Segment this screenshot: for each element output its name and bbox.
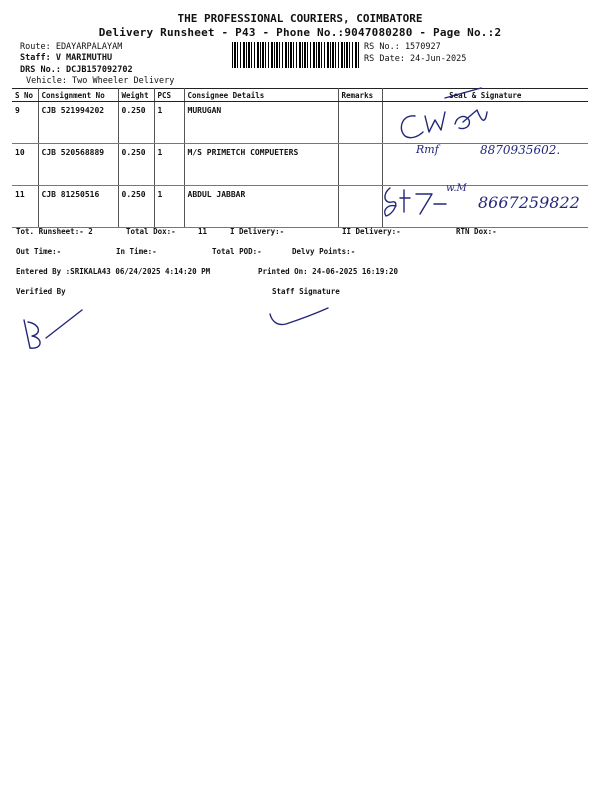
tot-runsheet: Tot. Runsheet:- 2 [16,227,93,236]
cell-remarks [338,102,382,144]
table-row [12,102,588,144]
col-header-pcs: PCS [154,89,184,102]
row11-handwritten-name: w.M [446,183,467,194]
cell-pcs: 1 [154,186,184,228]
cell-pcs: 1 [154,144,184,186]
entered-by: Entered By :SRIKALA43 06/24/2025 4:14:20 PM [16,267,211,276]
total-dox-value: 11 [198,227,208,236]
company-name: THE PROFESSIONAL COURIERS, COIMBATORE [177,12,423,25]
verified-by-label: Verified By [16,287,66,296]
cell-weight: 0.250 [118,102,154,144]
cell-remarks [338,144,382,186]
cell-consignment: CJB 521994202 [38,102,118,144]
rs-number: RS No.: 1570927 [364,42,441,52]
row10-handwritten-phone: 8870935602. [480,143,561,157]
cell-sno: 9 [12,102,38,144]
cell-sno: 10 [12,144,38,186]
vehicle-label: Vehicle: Two Wheeler Delivery [26,76,175,86]
cell-sno: 11 [12,186,38,228]
cell-weight: 0.250 [118,144,154,186]
cell-pcs: 1 [154,102,184,144]
cell-consignee: ABDUL JABBAR [184,186,338,228]
row11-signature-scribble [380,180,452,222]
cell-remarks [338,186,382,228]
row11-handwritten-phone: 8667259822 [478,193,580,212]
in-time: In Time:- [116,247,157,256]
drs-number: DRS No.: DCJB157092702 [20,65,133,75]
total-dox-label: Total Dox:- [126,227,176,236]
row9-signature-scribble [385,86,495,146]
staff-label: Staff: V MARIMUTHU [20,53,113,63]
col-header-consignment: Consignment No [38,89,118,102]
i-delivery: I Delivery:- [230,227,285,236]
row10-handwritten-name: Rmf [416,143,439,156]
out-time: Out Time:- [16,247,62,256]
rs-date: RS Date: 24-Jun-2025 [364,54,467,64]
runsheet-title: Delivery Runsheet - P43 - Phone No.:9047080280 - Page No.:2 [98,26,502,39]
cell-consignee: MURUGAN [184,102,338,144]
verified-by-signature [18,304,90,354]
col-header-signature: Seal & Signature [382,89,588,102]
col-header-weight: Weight [118,89,154,102]
route-label: Route: EDAYARPALAYAM [20,42,123,52]
delvy-points: Delvy Points:- [292,247,356,256]
cell-consignee: M/S PRIMETCH COMPUETERS [184,144,338,186]
cell-weight: 0.250 [118,186,154,228]
staff-signature-label: Staff Signature [272,287,340,296]
col-header-sno: S No [12,89,38,102]
rtn-dox: RTN Dox:- [456,227,497,236]
ii-delivery: II Delivery:- [342,227,401,236]
total-pod: Total POD:- [212,247,262,256]
col-header-consignee: Consignee Details [184,89,338,102]
cell-consignment: CJB 520568889 [38,144,118,186]
printed-on: Printed On: 24-06-2025 16:19:20 [258,267,398,276]
staff-signature-mark [266,304,336,330]
col-header-remarks: Remarks [338,89,382,102]
table-header-row [12,89,588,102]
barcode [232,42,360,68]
cell-consignment: CJB 81250516 [38,186,118,228]
